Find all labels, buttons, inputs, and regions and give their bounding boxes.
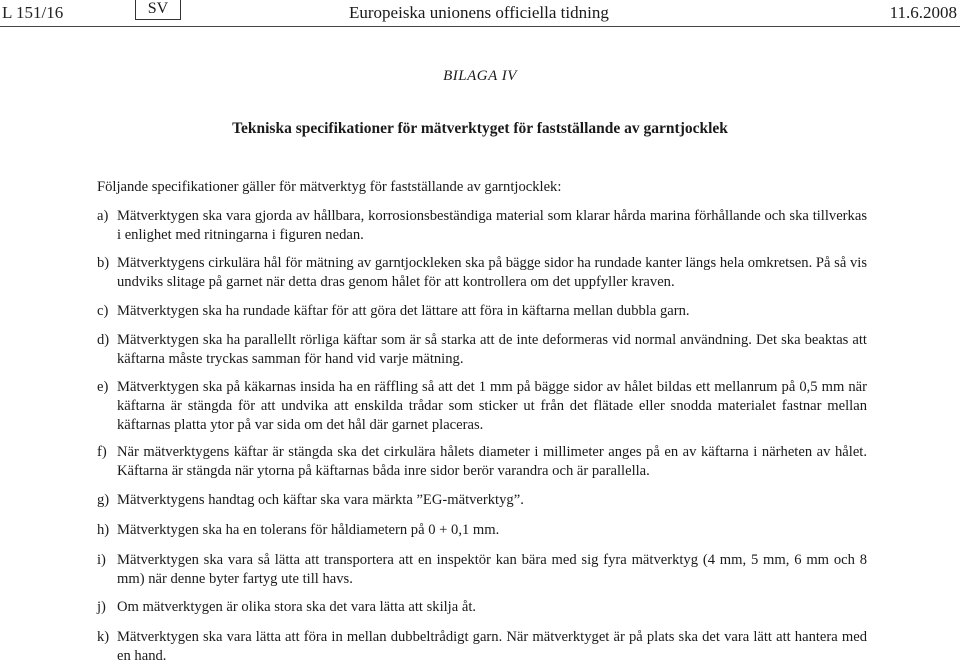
item-text: Mätverktygens handtag och käftar ska vara märkta ”EG-mätverktyg”. [117,492,524,508]
list-item [97,331,867,369]
list-item [97,598,867,617]
header-rule [0,26,960,27]
item-label: b) [97,255,110,271]
item-text: Mätverktygen ska vara gjorda av hållbara, korrosionsbeständiga material som klarar hårda marina förhållande och ska tillverkas i enlighet med ritningarna i figuren nedan. [117,208,867,243]
list-item [97,521,867,540]
list-item [97,207,867,245]
language-box: SV [135,0,181,20]
item-text: Om mätverktygen är olika stora ska det vara lätta att skilja åt. [117,599,477,615]
item-label: d) [97,332,110,348]
item-label: j) [97,599,106,615]
page-header [0,0,960,26]
item-text: Mätverktygen ska vara lätta att föra in mellan dubbeltrådigt garn. När mätverktyget är på plats ska det vara lätt att hantera med en hand. [117,629,867,664]
item-label: h) [97,522,110,538]
item-text: Mätverktygen ska ha parallellt rörliga käftar som är så starka att de inte deformeras vid normal användning. Det ska beaktas att käftarna måste tryckas samman för hand vid varje mätning. [117,332,867,367]
list-item [97,551,867,589]
document-title: Tekniska specifikationer för mätverktyget för fastställande av garntjocklek [232,120,728,137]
item-text: Mätverktygens cirkulära hål för mätning av garntjockleken ska på bägge sidor ha rundade kanter längs hela omkretsen. På så vis undviks slitage på garnet när detta dras genom hålet för att kontrollera om det uppfyller kraven. [117,255,867,290]
item-text: Mätverktygen ska ha rundade käftar för att göra det lättare att föra in käftarna mellan dubbla garn. [117,303,690,319]
item-label: e) [97,379,109,395]
page-reference: L 151/16 [2,3,64,22]
list-item [97,254,867,292]
item-label: g) [97,492,110,508]
list-item [97,443,867,481]
item-label: f) [97,444,107,460]
annex-heading: BILAGA IV [443,68,517,84]
intro-paragraph: Följande specifikationer gäller för mätverktyg för fastställande av garntjocklek: [97,179,562,195]
list-item [97,302,867,321]
item-text: Mätverktygen ska ha en tolerans för håldiametern på 0 + 0,1 mm. [117,522,500,538]
item-text: Mätverktygen ska på käkarnas insida ha en räffling så att det 1 mm på bägge sidor av hålet bildas ett mellanrum på 0,5 mm när käftarna är stängda för att undvika att enskilda trådar som sticker ut från det flätade eller snodda materialet fastnar mellan käftarnas platta ytor på var sida om det hål där garnet placeras. [117,379,867,433]
list-item [97,491,867,510]
list-item [97,628,867,666]
item-label: k) [97,629,110,645]
item-text: När mätverktygens käftar är stängda ska det cirkulära hålets diameter i millimeter anges på en av käftarna i närheten av hålet. Käftarna är stängda när ytorna på käftarnas båda inre sidor berör varandra och är parallella. [117,444,867,479]
list-item [97,378,867,435]
item-label: a) [97,208,109,224]
publication-date: 11.6.2008 [889,3,957,22]
item-label: i) [97,552,106,568]
item-label: c) [97,303,109,319]
journal-title: Europeiska unionens officiella tidning [349,3,609,22]
item-text: Mätverktygen ska vara så lätta att transportera att en inspektör kan bära med sig fyra mätverktyg (4 mm, 5 mm, 6 mm och 8 mm) när denne byter fartyg ute till havs. [117,552,867,587]
